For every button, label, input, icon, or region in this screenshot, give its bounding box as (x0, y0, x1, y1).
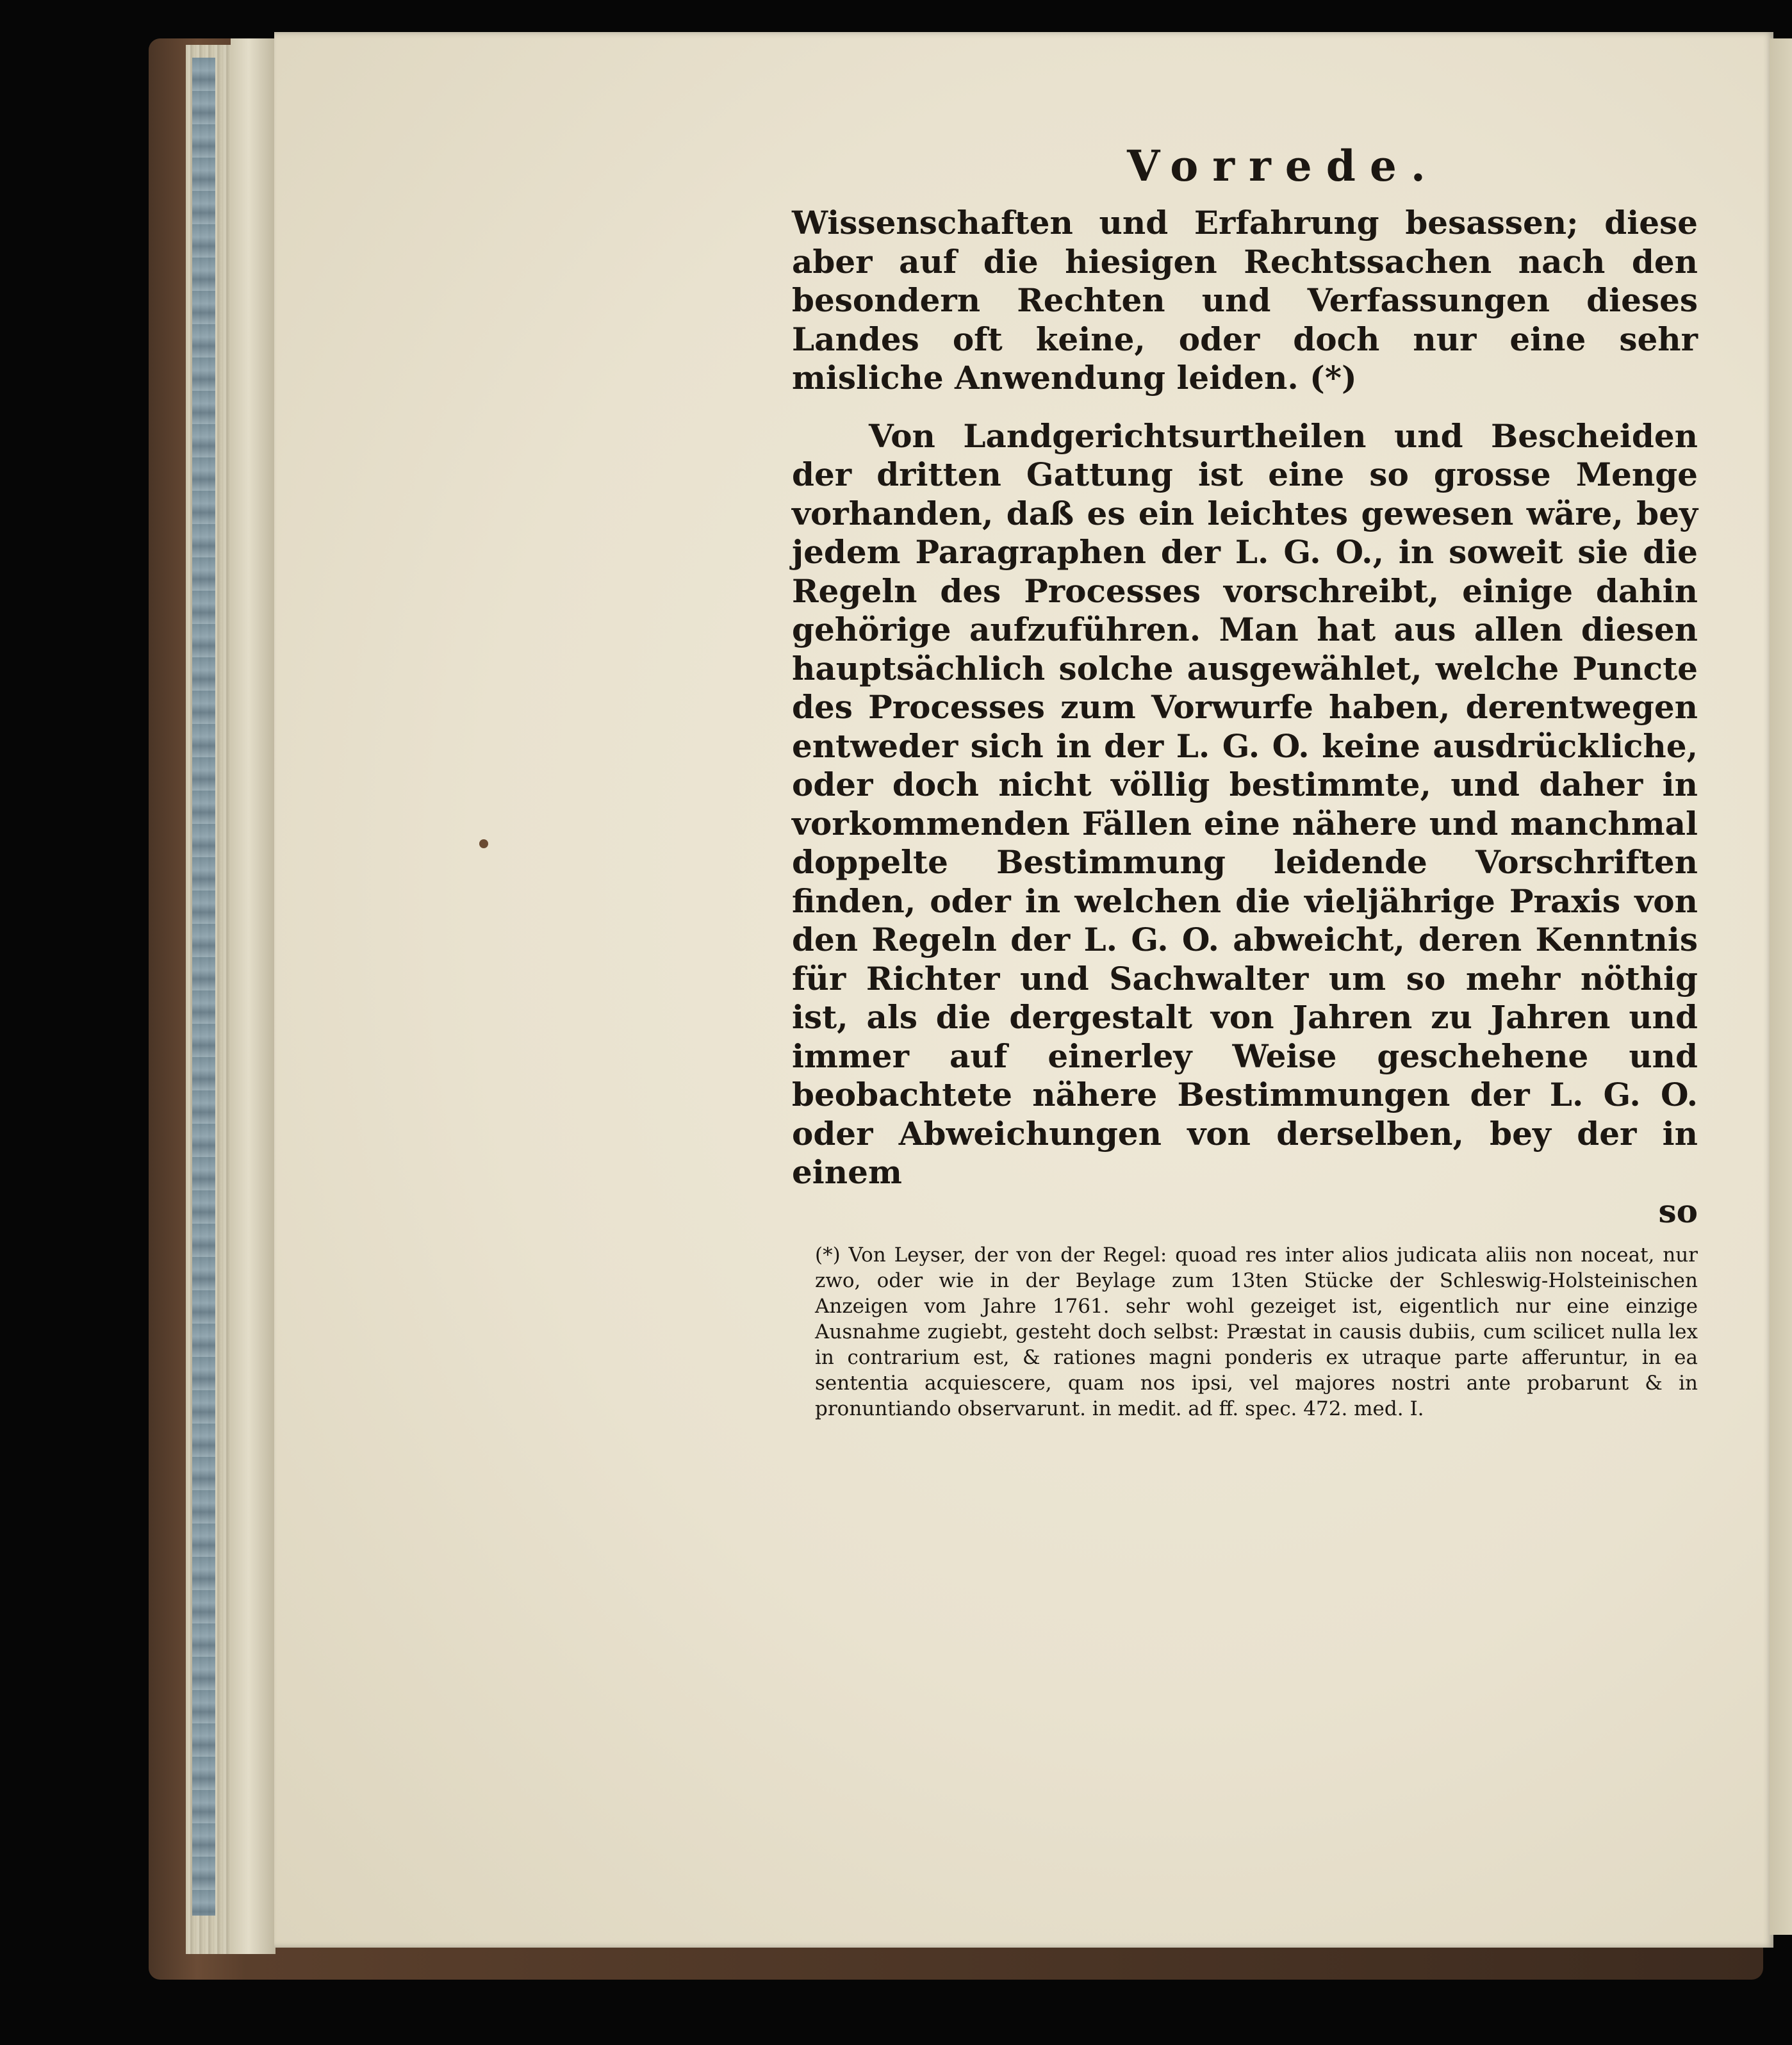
page-right-edge (1770, 38, 1792, 1935)
paragraph-main (792, 417, 1698, 1192)
ink-spot (479, 839, 488, 848)
catchword: so (1658, 1192, 1698, 1230)
text-block (792, 141, 1698, 1422)
paragraph-gap (792, 398, 1698, 417)
page-stack (231, 38, 275, 1954)
paragraph-main-text: Von Landgerichtsurtheilen und Bescheiden der dritten Gattung ist eine so grosse Menge vorhanden, daß es ein leichtes gewesen wäre, bey jedem Paragraphen der L. G. O., in soweit sie die Regeln des Processes vorschreibt, einige dahin gehörige aufzuführen. Man hat aus allen diesen hauptsächlich solche ausgewählet, welche Puncte des Processes zum Vorwurfe haben, derentwegen entweder sich in der L. G. O. keine ausdrückliche, oder doch nicht völlig bestimmte, und daher in vorkommenden Fällen eine nähere und manchmal doppelte Bestimmung leidende Vorschriften finden, oder in welchen die vieljährige Praxis von den Regeln der L. G. O. abweicht, deren Kenntnis für Richter und Sachwalter um so mehr nöthig ist, als die dergestalt von Jahren zu Jahren und immer auf einerley Weise geschehene und beobachtete nähere Bestimmungen der L. G. O. oder Abweichungen von derselben, bey der in einem (792, 416, 1698, 1191)
footnote: (*) Von Leyser, der von der Regel: quoad res inter alios judicata aliis non noceat, nur zwo, oder wie in der Beylage zum 13ten Stücke der Schleswig-Holsteinischen Anzeigen vom Jahre 1761. sehr wohl gezeiget ist, eigentlich nur eine einzige Ausnahme zugiebt, gesteht doch selbst: Præstat in causis dubiis, cum scilicet nulla lex in contrarium est, & rationes magni ponderis ex utraque parte afferuntur, in ea sententia acquiescere, quam nos ipsi, vel majores nostri ante probarunt & in pronuntiando observarunt. in medit. ad ff. spec. 472. med. I. (815, 1243, 1698, 1420)
marbled-edge (192, 58, 215, 1916)
paragraph-continued: Wissenschaften und Erfahrung besassen; diese aber auf die hiesigen Rechtssachen nach den besondern Rechten und Verfassungen dieses Landes oft keine, oder doch nur eine sehr misliche Anwendung leiden. (*) (792, 204, 1698, 397)
running-head: Vorrede. (1127, 141, 1440, 191)
